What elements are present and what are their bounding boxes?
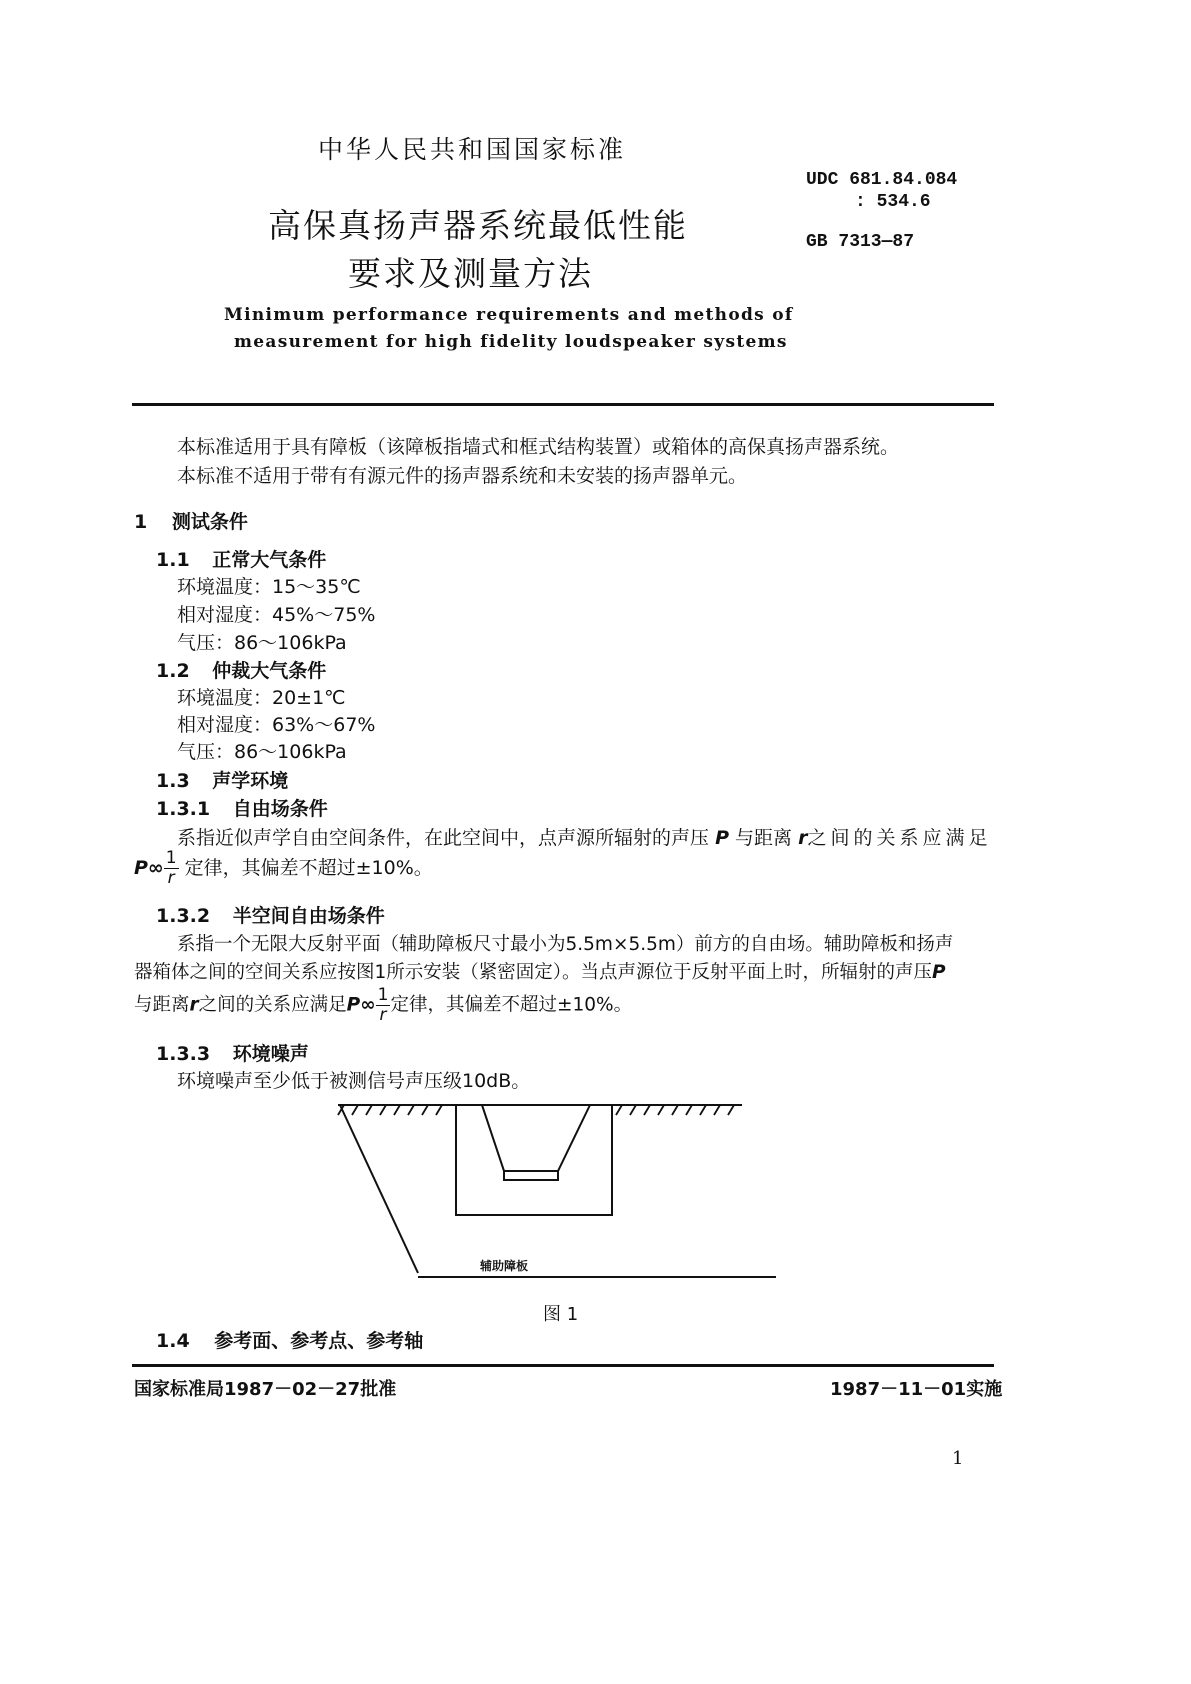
s1-3-1-text-line2 (134, 850, 433, 887)
s1-1-temperature: 环境温度：15～35℃ (177, 576, 361, 598)
s1-3-1-line2-text: 定律，其偏差不超过±10%。 (184, 857, 433, 879)
s1-3-1-fraction (164, 850, 179, 887)
section-1-3-2-heading (156, 901, 385, 928)
section-1-3-1-heading (156, 794, 328, 821)
section-1-3-num: 1.3 (156, 770, 190, 792)
section-1-4-num: 1.4 (156, 1330, 190, 1352)
section-1-title: 测试条件 (171, 511, 248, 533)
en-title-line2: measurement for high fidelity loudspeaker systems (234, 332, 788, 352)
s1-3-1-frac-num: 1 (165, 848, 177, 868)
s1-3-1-var-p: P (715, 827, 729, 849)
header-rule (132, 403, 994, 406)
section-1-3-3-num: 1.3.3 (156, 1043, 211, 1065)
section-1-3-1-num: 1.3.1 (156, 798, 211, 820)
section-1-3-1-title: 自由场条件 (232, 798, 328, 820)
section-1-num: 1 (134, 511, 148, 533)
udc-line1: UDC 681.84.084 (806, 170, 958, 190)
s1-3-2-text-line2 (134, 958, 946, 984)
figure-1-diagram (322, 1095, 802, 1295)
s1-3-3-text: 环境噪声至少低于被测信号声压级10dB。 (177, 1070, 531, 1092)
s1-1-humidity: 相对湿度：45%～75% (177, 604, 376, 626)
org-title: 中华人民共和国国家标准 (318, 135, 627, 164)
baffle-support-line (340, 1105, 418, 1273)
figure-caption: 图 1 (543, 1304, 579, 1325)
title-line2: 要求及测量方法 (348, 254, 593, 293)
intro-line1: 本标准适用于具有障板（该障板指墙式和框式结构装置）或箱体的高保真扬声器系统。 (177, 436, 900, 458)
en-title-line1: Minimum performance requirements and methods of (224, 305, 794, 325)
s1-3-1-var-r: r (798, 827, 808, 849)
s1-3-2-frac-num: 1 (377, 985, 389, 1005)
s1-3-2-frac-den: r (379, 1005, 387, 1025)
s1-3-1-line1-c: 之间的关系应满足 (807, 827, 992, 849)
footer-rule (132, 1364, 994, 1367)
s1-3-2-line3-c: 定律，其偏差不超过±10%。 (390, 994, 633, 1016)
speaker-cone (482, 1105, 590, 1171)
figure-label: 辅助障板 (480, 1259, 529, 1273)
section-1-2-heading (156, 656, 326, 683)
s1-3-2-var-p: P (932, 962, 946, 983)
section-1-3-title: 声学环境 (212, 770, 289, 792)
page-number: 1 (952, 1448, 964, 1469)
section-1-1-title: 正常大气条件 (212, 549, 327, 571)
s1-3-2-line3-b: 之间的关系应满足 (198, 994, 347, 1016)
s1-3-2-line3-a: 与距离 (134, 994, 190, 1016)
effective-date: 1987－11－01实施 (830, 1379, 1003, 1400)
s1-3-2-text-line3 (134, 987, 632, 1024)
s1-2-humidity: 相对湿度：63%～67% (177, 714, 376, 736)
s1-3-1-frac-den: r (167, 868, 175, 888)
approval-date: 国家标准局1987－02－27批准 (134, 1379, 397, 1400)
s1-3-1-line1-b: 与距离 (735, 827, 793, 849)
section-1-1-heading (156, 545, 326, 572)
s1-2-pressure: 气压：86～106kPa (177, 741, 347, 763)
s1-3-2-text-line1: 系指一个无限大反射平面（辅助障板尺寸最小为5.5m×5.5m）前方的自由场。辅助障板和扬声 (177, 934, 954, 955)
s1-3-2-var-r: r (189, 994, 199, 1016)
section-1-3-2-num: 1.3.2 (156, 905, 211, 927)
speaker-cabinet (456, 1105, 612, 1215)
gb-number: GB 7313—87 (806, 232, 915, 252)
speaker-diaphragm (504, 1171, 558, 1180)
s1-3-1-prop: P∞ (134, 857, 164, 879)
section-1-4-heading (156, 1326, 423, 1353)
section-1-heading (134, 507, 248, 534)
section-1-4-title: 参考面、参考点、参考轴 (214, 1330, 424, 1352)
s1-3-2-prop: P∞ (346, 994, 376, 1016)
s1-3-2-line2-a: 器箱体之间的空间关系应按图1所示安装（紧密固定）。当点声源位于反射平面上时，所辐射的声压 (134, 962, 933, 983)
s1-3-1-text-line1 (177, 823, 992, 850)
section-1-3-2-title: 半空间自由场条件 (232, 905, 385, 927)
section-1-1-num: 1.1 (156, 549, 190, 571)
s1-3-1-line1-a: 系指近似声学自由空间条件，在此空间中，点声源所辐射的声压 (177, 827, 710, 849)
udc-line2: : 534.6 (855, 192, 931, 212)
section-1-3-3-title: 环境噪声 (232, 1043, 309, 1065)
plane-hatching (338, 1105, 734, 1115)
intro-line2: 本标准不适用于带有有源元件的扬声器系统和未安装的扬声器单元。 (177, 465, 748, 487)
section-1-2-title: 仲裁大气条件 (212, 660, 327, 682)
s1-3-2-fraction (376, 987, 391, 1024)
s1-1-pressure: 气压：86～106kPa (177, 632, 347, 654)
s1-2-temperature: 环境温度：20±1℃ (177, 687, 346, 709)
section-1-2-num: 1.2 (156, 660, 190, 682)
section-1-3-heading (156, 766, 288, 793)
title-line1: 高保真扬声器系统最低性能 (268, 206, 688, 245)
section-1-3-3-heading (156, 1039, 309, 1066)
